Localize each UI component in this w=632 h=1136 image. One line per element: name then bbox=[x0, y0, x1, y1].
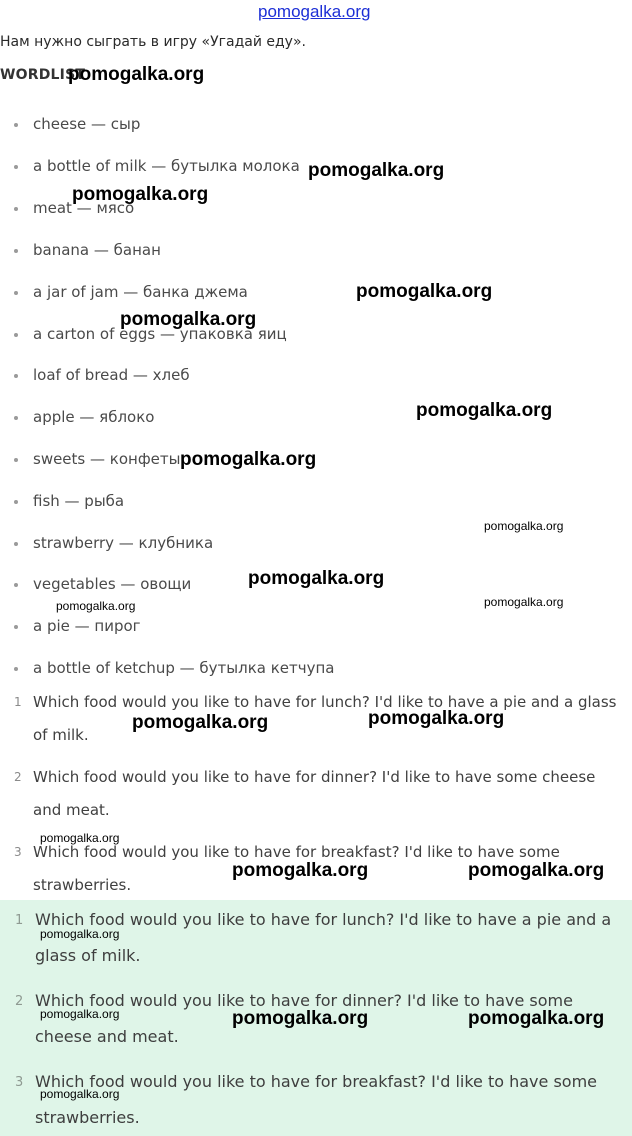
bullet-icon bbox=[14, 249, 18, 253]
list-item-text: a bottle of milk — бутылка молока bbox=[33, 157, 300, 175]
watermark: pomogalka.org bbox=[248, 568, 385, 589]
bullet-icon bbox=[14, 207, 18, 211]
question-item bbox=[0, 761, 622, 827]
watermark: pomogalka.org bbox=[232, 1008, 369, 1029]
list-item bbox=[14, 283, 248, 301]
watermark: pomogalka.org bbox=[356, 281, 493, 302]
list-item-text: a bottle of ketchup — бутылка кетчупа bbox=[33, 659, 335, 677]
watermark: pomogalka.org bbox=[368, 708, 505, 729]
watermark: pomogalka.org bbox=[40, 1007, 120, 1021]
list-item-text: vegetables — овощи bbox=[33, 575, 192, 593]
bullet-icon bbox=[14, 500, 18, 504]
question-number: 2 bbox=[14, 770, 22, 784]
list-item-text: a carton of eggs — упаковка яиц bbox=[33, 325, 287, 343]
watermark: pomogalka.org bbox=[56, 599, 136, 613]
bullet-icon bbox=[14, 542, 18, 546]
bullet-icon bbox=[14, 625, 18, 629]
intro-text: Нам нужно сыграть в игру «Угадай еду». bbox=[0, 34, 306, 50]
list-item bbox=[14, 617, 141, 635]
watermark: pomogalka.org bbox=[132, 712, 269, 733]
answer-number: 1 bbox=[15, 913, 24, 928]
list-item-text: a jar of jam — банка джема bbox=[33, 283, 248, 301]
bullet-icon bbox=[14, 667, 18, 671]
bullet-icon bbox=[14, 374, 18, 378]
list-item-text: a pie — пирог bbox=[33, 617, 141, 635]
bullet-icon bbox=[14, 165, 18, 169]
list-item bbox=[14, 241, 161, 259]
watermark: pomogalka.org bbox=[232, 860, 369, 881]
bullet-icon bbox=[14, 416, 18, 420]
watermark: pomogalka.org bbox=[180, 449, 317, 470]
answer-text: Which food would you like to have for lunch? I'd like to have a pie and a glass of milk. bbox=[35, 910, 612, 965]
list-item bbox=[14, 450, 180, 468]
watermark: pomogalka.org bbox=[40, 927, 120, 941]
list-item bbox=[14, 492, 124, 510]
list-item-text: apple — яблоко bbox=[33, 408, 155, 426]
question-text: Which food would you like to have for breakfast? I'd like to have some strawberries. bbox=[33, 843, 560, 894]
question-text: Which food would you like to have for lunch? I'd like to have a pie and a glass of milk. bbox=[33, 693, 617, 744]
list-item bbox=[14, 534, 213, 552]
bullet-icon bbox=[14, 291, 18, 295]
watermark: pomogalka.org bbox=[484, 519, 564, 533]
question-number: 3 bbox=[14, 845, 22, 859]
watermark: pomogalka.org bbox=[484, 595, 564, 609]
list-item-text: sweets — конфеты bbox=[33, 450, 181, 468]
list-item bbox=[14, 659, 334, 677]
list-item-text: meat — мясо bbox=[33, 199, 135, 217]
answer-text: Which food would you like to have for dinner? I'd like to have some cheese and meat. bbox=[35, 991, 573, 1046]
watermark: pomogalka.org bbox=[468, 1008, 605, 1029]
list-item bbox=[14, 157, 300, 175]
question-item bbox=[0, 686, 622, 752]
bullet-icon bbox=[14, 123, 18, 127]
list-item-text: loaf of bread — хлеб bbox=[33, 366, 190, 384]
list-item-text: strawberry — клубника bbox=[33, 534, 214, 552]
bullet-icon bbox=[14, 583, 18, 587]
watermark: pomogalka.org bbox=[68, 64, 205, 85]
list-item-text: banana — банан bbox=[33, 241, 161, 259]
question-number: 1 bbox=[14, 695, 22, 709]
watermark: pomogalka.org bbox=[468, 860, 605, 881]
watermark: pomogalka.org bbox=[308, 160, 445, 181]
answer-number: 2 bbox=[15, 994, 24, 1009]
watermark: pomogalka.org bbox=[72, 184, 209, 205]
watermark: pomogalka.org bbox=[416, 400, 553, 421]
wordlist-heading: WORDLIST bbox=[0, 67, 86, 83]
list-item bbox=[14, 366, 190, 384]
bullet-icon bbox=[14, 333, 18, 337]
list-item bbox=[14, 115, 140, 133]
list-item bbox=[14, 408, 154, 426]
answer-text: Which food would you like to have for breakfast? I'd like to have some strawberries. bbox=[35, 1072, 598, 1127]
answer-number: 3 bbox=[15, 1075, 24, 1090]
watermark: pomogalka.org bbox=[40, 831, 120, 845]
bullet-icon bbox=[14, 458, 18, 462]
watermark: pomogalka.org bbox=[120, 309, 257, 330]
question-text: Which food would you like to have for dinner? I'd like to have some cheese and meat. bbox=[33, 768, 596, 819]
watermark: pomogalka.org bbox=[40, 1087, 120, 1101]
list-item-text: cheese — сыр bbox=[33, 115, 141, 133]
list-item-text: fish — рыба bbox=[33, 492, 125, 510]
watermark-link[interactable]: pomogalka.org bbox=[258, 2, 371, 21]
list-item bbox=[14, 575, 191, 593]
